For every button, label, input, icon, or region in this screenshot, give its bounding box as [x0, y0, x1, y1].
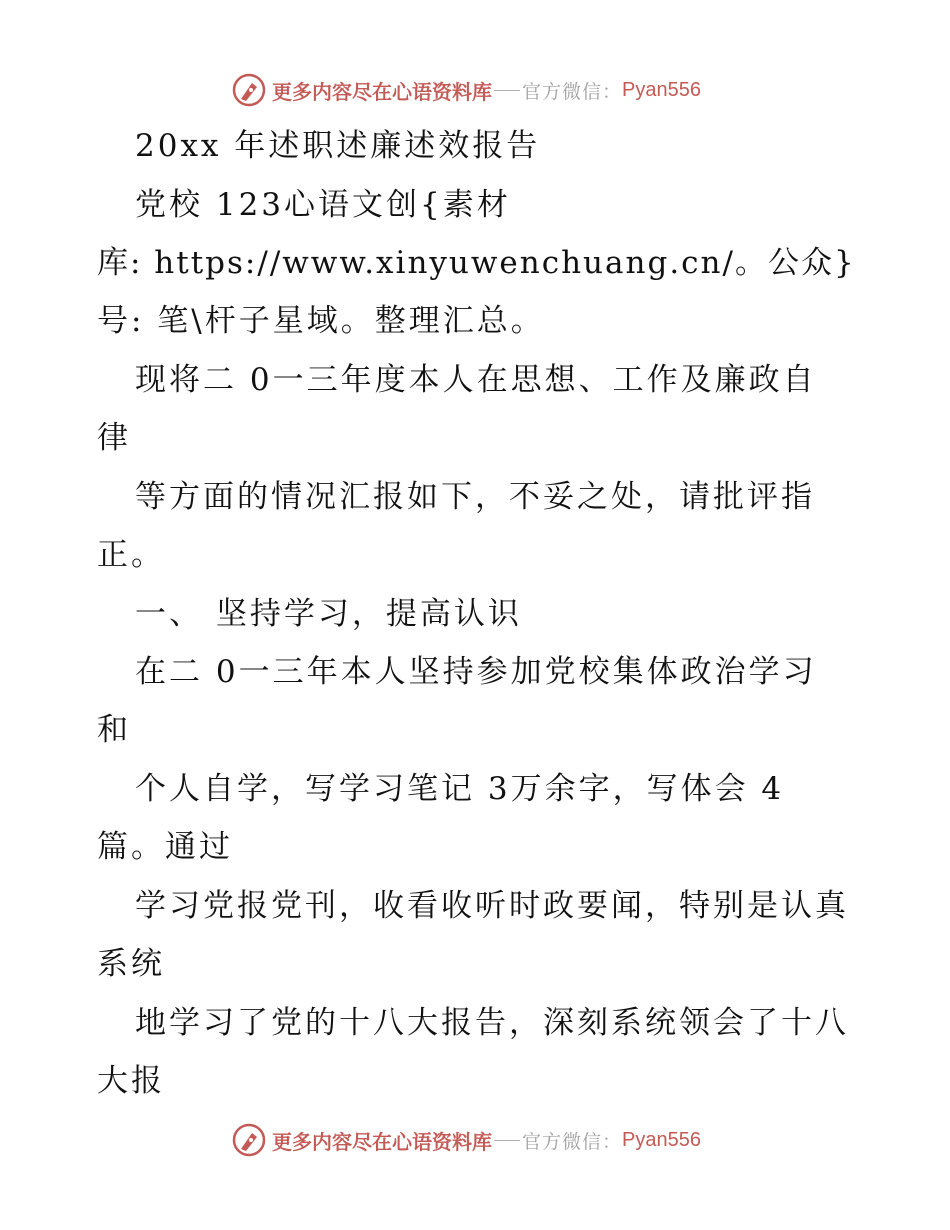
banner-official-label: 官方微信： — [522, 1130, 623, 1153]
section-heading: 一、 坚持学习，提高认识 — [135, 596, 522, 632]
banner-main-text: 更多内容尽在心语资料库 — [272, 79, 492, 104]
document-title: 20xx 年述职述廉述效报告 — [135, 128, 541, 164]
paragraph-line: 在二 0一三年本人坚持参加党校集体政治学习 — [135, 654, 817, 690]
paragraph-line: 党校 123心语文创{素材 — [135, 187, 511, 223]
paragraph-line: 大报 — [97, 1063, 165, 1099]
paragraph-line: 正。 — [97, 537, 165, 573]
paragraph-line: 库: https://www.xinyuwenchuang.cn/。公众} — [97, 245, 856, 281]
paragraph-line: 号: 笔\杆子星域。整理汇总。 — [97, 303, 545, 339]
paragraph-line: 系统 — [97, 946, 165, 982]
banner-dash — [494, 90, 520, 91]
pen-nib-logo-icon — [232, 73, 266, 107]
banner-main-text: 更多内容尽在心语资料库 — [272, 1129, 492, 1154]
banner-wechat-id: Pyan556 — [622, 78, 701, 101]
paragraph-line: 和 — [97, 712, 131, 748]
paragraph-line: 个人自学，写学习笔记 3万余字，写体会 4 — [135, 771, 785, 807]
banner-dash — [494, 1140, 520, 1141]
paragraph-line: 现将二 0一三年度本人在思想、工作及廉政自 — [135, 362, 817, 398]
paragraph-line: 律 — [97, 420, 131, 456]
paragraph-line: 等方面的情况汇报如下，不妥之处，请批评指 — [135, 479, 815, 515]
paragraph-line: 篇。通过 — [97, 829, 233, 865]
footer-banner — [232, 1120, 701, 1160]
header-banner — [232, 70, 701, 110]
paragraph-line: 地学习了党的十八大报告，深刻系统领会了十八 — [135, 1005, 849, 1041]
paragraph-line: 学习党报党刊，收看收听时政要闻，特别是认真 — [135, 888, 849, 924]
banner-official-label: 官方微信： — [522, 80, 623, 103]
banner-wechat-id: Pyan556 — [622, 1128, 701, 1151]
pen-nib-logo-icon — [232, 1123, 266, 1157]
